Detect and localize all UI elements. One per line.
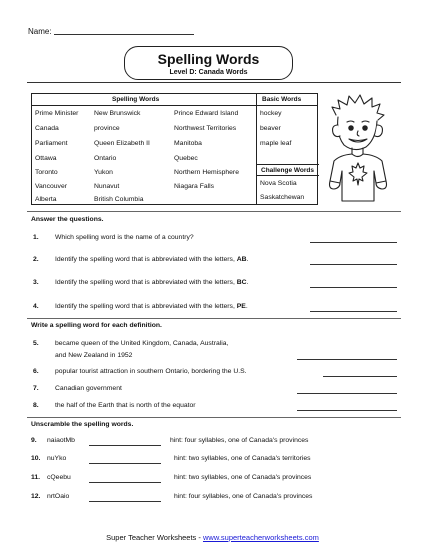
word-cell: Northwest Territories: [174, 125, 237, 132]
answer-line[interactable]: [310, 287, 397, 288]
word-cell: Vancouver: [35, 183, 67, 190]
basic-word-cell: beaver: [260, 125, 281, 132]
footer-text: Super Teacher Worksheets -: [106, 533, 203, 542]
word-cell: Prince Edward Island: [174, 110, 239, 117]
answer-line[interactable]: [89, 501, 161, 502]
name-row: [28, 27, 194, 36]
boy-illustration: [322, 93, 398, 205]
answer-line[interactable]: [310, 311, 397, 312]
word-cell: Prime Minister: [35, 110, 79, 117]
question-number: 2.: [33, 256, 39, 263]
name-label: Name:: [28, 27, 52, 36]
title-rule: [27, 82, 401, 83]
definition-text: the half of the Earth that is north of the equator: [55, 402, 196, 409]
word-cell: Nunavut: [94, 183, 120, 190]
word-cell: British Columbia: [94, 196, 144, 203]
word-cell: Manitoba: [174, 140, 202, 147]
scrambled-word: cQeebu: [47, 474, 71, 481]
hint-text: hint: four syllables, one of Canada's provinces: [170, 437, 309, 444]
question-number: 11.: [31, 474, 41, 481]
section-unscramble-title: Unscramble the spelling words.: [31, 421, 134, 428]
page-title: Spelling Words: [157, 51, 260, 67]
hint-text: hint: two syllables, one of Canada's provinces: [174, 474, 312, 481]
definition-text-continued: and New Zealand in 1952: [55, 352, 133, 359]
answer-line[interactable]: [323, 376, 397, 377]
word-cell: Parliament: [35, 140, 68, 147]
scrambled-word: nrtOaio: [47, 493, 70, 500]
answer-line[interactable]: [89, 463, 161, 464]
question-number: 12.: [31, 493, 41, 500]
section-divider: [27, 417, 401, 418]
title-box: [124, 46, 293, 80]
answer-line[interactable]: [310, 264, 397, 265]
scrambled-word: nuYko: [47, 455, 67, 462]
question-number: 4.: [33, 303, 39, 310]
word-cell: Ontario: [94, 155, 117, 162]
word-cell: Quebec: [174, 155, 198, 162]
question-number: 7.: [33, 385, 39, 392]
definition-text: Canadian government: [55, 385, 122, 392]
answer-line[interactable]: [89, 482, 161, 483]
section-definitions-title: Write a spelling word for each definition.: [31, 322, 162, 329]
answer-line[interactable]: [297, 410, 397, 411]
word-cell: Ottawa: [35, 155, 57, 162]
definition-text: became queen of the United Kingdom, Canada, Australia,: [55, 340, 229, 347]
word-cell: Alberta: [35, 196, 57, 203]
answer-line[interactable]: [297, 359, 397, 360]
challenge-word-cell: Saskatchewan: [260, 194, 305, 201]
section-divider: [27, 211, 401, 212]
question-text: Identify the spelling word that is abbreviated with the letters, PE.: [55, 303, 248, 310]
answer-line[interactable]: [297, 393, 397, 394]
word-cell: Toronto: [35, 169, 58, 176]
challenge-words-header: Challenge Words: [256, 164, 319, 176]
basic-word-cell: maple leaf: [260, 140, 292, 147]
question-number: 10.: [31, 455, 41, 462]
basic-word-cell: hockey: [260, 110, 282, 117]
word-cell: Niagara Falls: [174, 183, 215, 190]
word-cell: Northern Hemisphere: [174, 169, 239, 176]
word-cell: Yukon: [94, 169, 113, 176]
answer-line[interactable]: [89, 445, 161, 446]
word-cell: Queen Elizabeth II: [94, 140, 150, 147]
question-text: Identify the spelling word that is abbreviated with the letters, BC.: [55, 279, 249, 286]
word-cell: Canada: [35, 125, 59, 132]
question-number: 8.: [33, 402, 39, 409]
hint-text: hint: two syllables, one of Canada's territories: [174, 455, 311, 462]
footer: [0, 533, 425, 542]
footer-link[interactable]: www.superteacherworksheets.com: [202, 533, 319, 542]
column-divider: [256, 94, 257, 204]
question-number: 6.: [33, 368, 39, 375]
answer-line[interactable]: [310, 242, 397, 243]
challenge-word-cell: Nova Scotia: [260, 180, 297, 187]
question-number: 5.: [33, 340, 39, 347]
question-number: 3.: [33, 279, 39, 286]
spelling-words-header: Spelling Words: [112, 96, 160, 103]
name-blank-line[interactable]: [54, 34, 194, 35]
question-text: Identify the spelling word that is abbreviated with the letters, AB.: [55, 256, 249, 263]
hint-text: hint: four syllables, one of Canada's provinces: [174, 493, 313, 500]
basic-words-header: Basic Words: [262, 96, 302, 103]
word-table: [31, 93, 318, 205]
question-text: Which spelling word is the name of a country?: [55, 234, 194, 241]
word-cell: New Brunswick: [94, 110, 141, 117]
definition-text: popular tourist attraction in southern Ontario, bordering the U.S.: [55, 368, 247, 375]
question-number: 9.: [31, 437, 37, 444]
page-subtitle: Level D: Canada Words: [169, 69, 248, 76]
section-answer-questions-title: Answer the questions.: [31, 216, 104, 223]
scrambled-word: naiaotMb: [47, 437, 75, 444]
question-number: 1.: [33, 234, 39, 241]
word-cell: province: [94, 125, 120, 132]
section-divider: [27, 318, 401, 319]
